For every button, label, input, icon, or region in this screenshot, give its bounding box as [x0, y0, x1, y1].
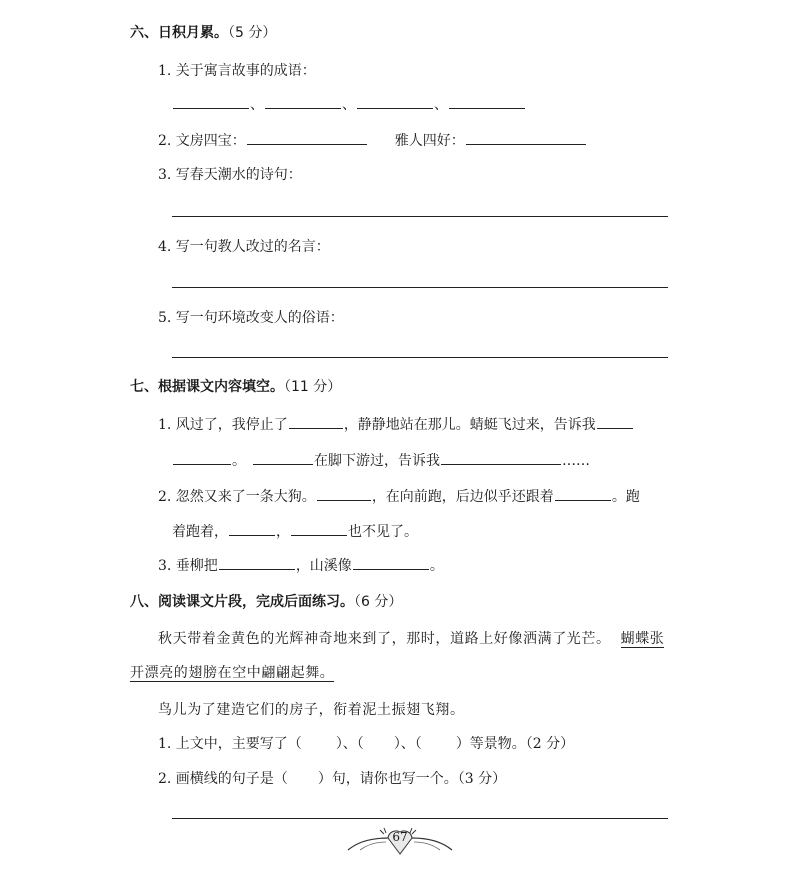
s7-q1-text-c: 。	[232, 453, 246, 469]
s7-q1-text-d: 在脚下游过，告诉我	[314, 453, 440, 469]
s7-q2-text-b: ，在向前跑，后边似乎还跟着	[371, 489, 554, 505]
s7-q1-blank-2[interactable]	[597, 414, 633, 429]
s6-q2a-blank[interactable]	[247, 130, 367, 145]
s7-q2-text-e: ，	[276, 524, 290, 540]
s7-q1-line1	[158, 414, 634, 434]
s6-q1-blank-3[interactable]	[357, 94, 433, 109]
s6-q3-answer-line[interactable]	[172, 216, 668, 217]
s8-q2-text-b: ）句，请你也写一个。（3 分）	[317, 771, 507, 787]
s7-q3-blank-2[interactable]	[353, 555, 429, 570]
s7-q2-blank-3[interactable]	[229, 521, 275, 536]
section-8-score: （6 分）	[354, 594, 403, 610]
s7-q1-line2	[172, 450, 590, 470]
s7-q1-blank-1[interactable]	[289, 414, 343, 429]
s7-q1-text-a: 1. 风过了，我停止了	[158, 417, 288, 433]
s7-q2-text-a: 2. 忽然又来了一条大狗。	[158, 489, 316, 505]
s6-q1-blanks	[172, 94, 526, 114]
s8-passage-text-a: 秋天带着金黄色的光辉神奇地来到了，那时，道路上好像洒满了光芒。	[158, 631, 611, 647]
s6-q1-blank-4[interactable]	[449, 94, 525, 109]
s7-q1-text-b: ，静静地站在那儿。蜻蜓飞过来，告诉我	[343, 417, 596, 433]
s7-q2-text-f: 也不见了。	[348, 524, 418, 540]
s6-q1-blank-2[interactable]	[265, 94, 341, 109]
s7-q1-ellipsis: ……	[562, 453, 590, 469]
s8-q1-text-c: ）、（	[393, 736, 422, 752]
s7-q3	[158, 555, 444, 575]
section-6-score: （5 分）	[228, 25, 277, 41]
s6-q4-answer-line[interactable]	[172, 287, 668, 288]
s7-q2-line2	[172, 521, 418, 541]
s8-passage-line1	[158, 628, 664, 648]
s6-q2b-blank[interactable]	[466, 130, 586, 145]
separator: 、	[434, 97, 448, 113]
s7-q2-blank-4[interactable]	[291, 521, 347, 536]
s7-q3-text-a: 3. 垂柳把	[158, 558, 218, 574]
s7-q1-blank-4[interactable]	[441, 450, 561, 465]
s6-q1-blank-1[interactable]	[173, 94, 249, 109]
s6-q2b-label: 雅人四好：	[394, 133, 465, 149]
section-8-title	[130, 591, 402, 611]
separator: 、	[250, 97, 264, 113]
s8-underlined-sentence-part2: 开漂亮的翅膀在空中翩翩起舞。	[130, 665, 335, 681]
s8-q2-text-a: 2. 画横线的句子是（	[158, 771, 288, 787]
s7-q1-blank-3[interactable]	[253, 450, 313, 465]
s8-passage-line3: 鸟儿为了建造它们的房子，衔着泥土振翅飞翔。	[158, 702, 465, 718]
s8-passage-line2	[130, 662, 334, 682]
s7-q3-text-c: 。	[429, 558, 444, 574]
s6-q4-label: 4. 写一句教人改过的名言：	[158, 239, 330, 255]
s7-q1-blank-2-cont[interactable]	[173, 450, 231, 465]
section-7-title-text: 七、根据课文内容填空。	[130, 379, 284, 395]
s8-q1	[158, 733, 574, 753]
s8-underlined-sentence-part1: 蝴蝶张	[620, 631, 665, 647]
s7-q2-text-d: 着跑着，	[172, 524, 228, 540]
s6-q5-label: 5. 写一句环境改变人的俗语：	[158, 310, 344, 326]
s8-q2-answer-line[interactable]	[172, 818, 668, 819]
s6-q5-answer-line[interactable]	[172, 357, 668, 358]
separator: 、	[342, 97, 356, 113]
section-8-title-text: 八、阅读课文片段，完成后面练习。	[130, 594, 354, 610]
section-7-title	[130, 376, 341, 396]
s6-q2	[158, 130, 587, 150]
s7-q3-blank-1[interactable]	[219, 555, 295, 570]
s8-q2	[158, 768, 506, 788]
section-6-title-text: 六、日积月累。	[130, 25, 228, 41]
page-number: 67	[392, 830, 408, 844]
s6-q3-label: 3. 写春天潮水的诗句：	[158, 167, 302, 183]
s7-q2-line1	[158, 486, 640, 506]
s8-q1-text-a: 1. 上文中，主要写了（	[158, 736, 302, 752]
s8-q1-text-b: ）、（	[335, 736, 364, 752]
s7-q2-blank-2[interactable]	[555, 486, 611, 501]
s7-q2-blank-1[interactable]	[317, 486, 371, 501]
page-footer-ornament	[340, 820, 460, 860]
section-7-score: （11 分）	[284, 379, 342, 395]
s8-q1-text-d: ）等景物。（2 分）	[455, 736, 575, 752]
section-6-title	[130, 22, 276, 42]
s7-q3-text-b: ，山溪像	[295, 558, 352, 574]
s7-q2-text-c: 。跑	[611, 489, 640, 505]
s6-q2a-label: 2. 文房四宝：	[158, 133, 246, 149]
s6-q1-label: 1. 关于寓言故事的成语：	[158, 63, 316, 79]
